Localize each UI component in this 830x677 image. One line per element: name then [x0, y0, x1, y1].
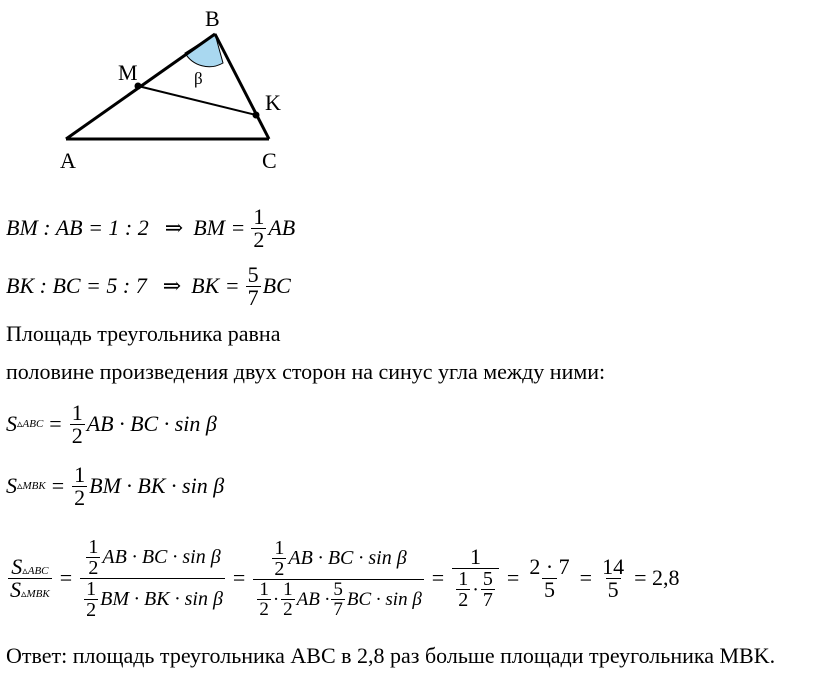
denominator: 2 — [86, 598, 97, 621]
numerator — [82, 537, 222, 578]
fraction-one-half — [86, 537, 100, 578]
dot-operator: · — [472, 578, 479, 601]
numerator: 1 — [259, 578, 269, 600]
numerator — [9, 553, 50, 579]
numerator: 14 — [602, 553, 625, 579]
subscript-mbk: ▵MBK — [17, 479, 46, 492]
denominator: 2 — [74, 484, 86, 510]
numerator: 1 — [71, 399, 83, 425]
vertex-b-label: B — [205, 6, 220, 31]
numerator: 1 — [283, 578, 293, 600]
s-abc-rhs: AB · BC · sin β — [102, 546, 221, 568]
numerator: 1 — [86, 577, 97, 600]
fraction-one-half — [456, 569, 470, 610]
ratio-bk-line — [6, 256, 291, 316]
fraction-one-half — [84, 579, 98, 620]
equals-sign: = — [49, 411, 62, 436]
bk-result-rhs: BC — [262, 273, 291, 298]
equals-sign: = — [579, 565, 593, 590]
vertex-a-label: A — [60, 148, 76, 173]
fraction-one-half — [70, 399, 85, 448]
point-k-dot — [253, 112, 260, 119]
fraction-five-sevenths — [481, 569, 495, 610]
numerator: 5 — [482, 568, 493, 590]
s-letter: S — [6, 411, 17, 436]
numerator: 5 — [333, 578, 343, 600]
denominator — [253, 579, 423, 619]
substituted-fraction — [253, 538, 423, 619]
equals-sign: = — [232, 565, 246, 590]
numerator: 2 · 7 — [529, 553, 570, 579]
fraction-one-half — [251, 203, 266, 252]
s-mbk-rhs: BM · BK · sin β — [89, 473, 225, 498]
angle-beta-label: β — [194, 69, 203, 88]
answer-line: Ответ: площадь треугольника ABC в 2,8 раз больше площади треугольника MBK. — [6, 643, 776, 668]
denominator: 2 — [88, 556, 99, 579]
fraction-one-half — [272, 538, 286, 579]
equals-sign: = — [506, 565, 520, 590]
numerator: 1 — [470, 544, 482, 569]
denominator: 2 — [71, 422, 83, 448]
fraction-fourteen-fifths — [600, 553, 626, 602]
subscript-abc: ▵ABC — [17, 417, 44, 430]
fraction-two-seven-over-five — [527, 553, 571, 602]
denominator: 2 — [458, 589, 469, 611]
subscript-abc: ▵ABC — [22, 564, 49, 577]
denominator: 2 — [283, 598, 293, 620]
s-abc-rhs: AB · BC · sin β — [86, 411, 217, 436]
denominator — [452, 568, 499, 610]
fraction-one-half — [281, 580, 295, 619]
formula-s-abc — [6, 394, 217, 454]
s-mbk-rhs: BM · BK · sin β — [100, 588, 223, 610]
text-line-2: половине произведения двух сторон на синус угла между ними: — [6, 359, 606, 384]
numerator — [268, 538, 408, 579]
ratio-bk-bc: BK : BC = 5 : 7 — [6, 273, 147, 298]
fraction-five-sevenths — [246, 261, 261, 310]
fraction-one-half — [72, 461, 87, 510]
vertex-c-label: C — [262, 148, 277, 173]
subscript-mbk: ▵MBK — [21, 587, 50, 600]
numerator: 1 — [88, 535, 99, 558]
denominator — [8, 578, 52, 601]
triangle-figure — [0, 0, 300, 175]
dot-operator: · — [272, 588, 280, 610]
ratio-bm-ab: BM : AB = 1 : 2 — [6, 215, 149, 240]
bc-part: BC · sin β — [346, 588, 422, 610]
fraction-five-sevenths — [331, 580, 345, 619]
denominator: 7 — [482, 589, 493, 611]
simplified-fraction — [452, 546, 499, 610]
s-letter: S — [10, 576, 21, 602]
final-result: = 2,8 — [634, 565, 680, 590]
implies-arrow: ⇒ — [164, 215, 184, 240]
side-bc — [215, 34, 269, 139]
bk-result-lhs: BK = — [191, 273, 240, 298]
point-k-label: K — [265, 90, 281, 115]
equals-sign: = — [431, 565, 445, 590]
numerator: 1 — [253, 203, 265, 229]
ratio-bm-line — [6, 198, 295, 258]
denominator: 2 — [259, 598, 269, 620]
denominator: 7 — [333, 598, 343, 620]
numerator: 1 — [74, 461, 86, 487]
bm-result-lhs: BM = — [193, 215, 246, 240]
bm-result-rhs: AB — [268, 215, 296, 240]
denominator — [80, 578, 225, 620]
formula-s-mbk — [6, 456, 224, 516]
equals-sign: = — [51, 473, 65, 498]
implies-arrow: ⇒ — [162, 273, 182, 298]
denominator: 5 — [543, 576, 555, 602]
s-letter: S — [11, 553, 23, 579]
equals-sign: = — [59, 565, 73, 590]
numerator: 1 — [458, 568, 469, 590]
denominator: 7 — [247, 284, 259, 310]
denominator: 2 — [253, 226, 265, 252]
numerator: 5 — [247, 261, 259, 287]
segment-mk — [138, 86, 256, 115]
s-abc-rhs: AB · BC · sin β — [288, 547, 407, 569]
s-letter: S — [6, 473, 17, 498]
text-line-1: Площадь треугольника равна — [6, 321, 281, 346]
area-ratio-fraction — [8, 553, 52, 602]
fraction-one-half — [257, 580, 271, 619]
denominator: 5 — [607, 576, 619, 602]
denominator: 2 — [274, 557, 285, 580]
formula-area-ratio — [6, 520, 679, 636]
point-m-label: M — [118, 60, 138, 85]
expanded-ratio-fraction — [80, 537, 225, 620]
ab-part: AB · — [296, 588, 330, 610]
numerator: 1 — [274, 536, 285, 559]
